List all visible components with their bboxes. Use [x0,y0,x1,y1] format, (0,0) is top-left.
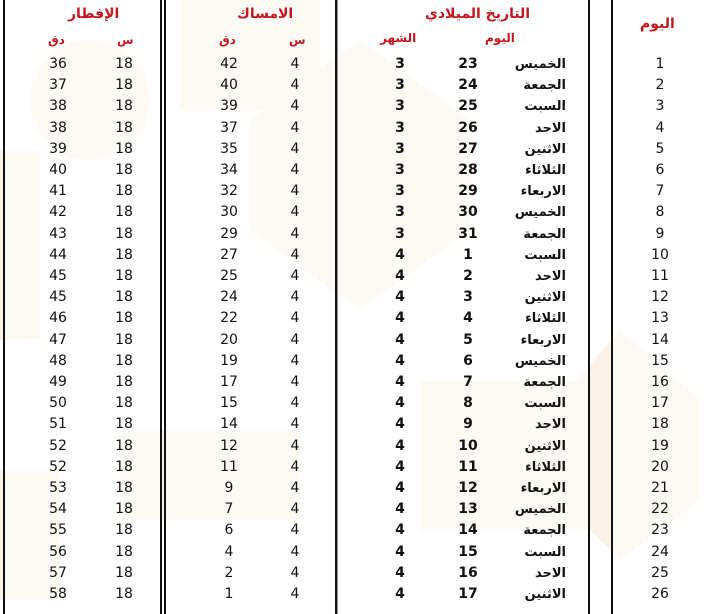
imsak-minute-cell: 20 [220,331,238,348]
day-index-cell: 23 [651,522,669,539]
iftar-hour-cell: 18 [115,522,133,539]
imsak-hour-cell: 4 [290,480,300,496]
iftar-header: الإفطار [68,6,120,22]
weekday-cell: الخميس [514,502,566,518]
iftar-hour-cell: 18 [115,437,133,454]
imsak-minute-cell: 15 [220,395,238,412]
iftar-hour-cell: 18 [115,225,133,242]
imsak-minute-subheader: دق [219,33,236,47]
imsak-minute-cell: 29 [220,225,238,242]
iftar-minute-cell: 48 [49,352,67,369]
iftar-hour-cell: 18 [115,331,133,348]
weekday-cell: الثلاثاء [525,459,566,475]
iftar-column [3,0,162,614]
imsak-minute-cell: 1 [224,586,234,602]
imsak-minute-cell: 42 [220,56,238,72]
iftar-hour-cell: 18 [115,140,133,157]
weekday-cell: السبت [524,247,566,263]
weekday-cell: الجمعة [523,78,566,94]
iftar-hour-cell: 18 [115,162,133,178]
iftar-minute-cell: 39 [49,140,67,157]
day-index-cell: 16 [651,374,669,390]
iftar-hour-cell: 18 [115,289,133,306]
iftar-hour-cell: 18 [115,543,133,560]
imsak-minute-cell: 12 [220,437,238,454]
weekday-cell: الاثنين [524,141,566,157]
day-index-cell: 17 [651,395,669,412]
day-index-cell: 21 [651,480,669,496]
iftar-minute-cell: 46 [49,310,67,327]
iftar-minute-cell: 43 [49,225,67,242]
iftar-hour-cell: 18 [115,56,133,72]
imsak-hour-cell: 4 [290,564,300,581]
weekday-cell: الاحد [534,120,566,136]
weekday-cell: الخميس [514,205,566,221]
imsak-hour-cell: 4 [290,416,300,433]
imsak-minute-cell: 9 [224,480,234,496]
month-cell: 4 [395,352,405,369]
iftar-minute-cell: 54 [49,501,67,518]
day-cell: 1 [463,246,473,263]
iftar-hour-cell: 18 [115,480,133,496]
weekday-cell: الاحد [534,269,566,284]
day-cell: 23 [458,56,478,72]
day-index-header: اليوم [640,16,675,32]
weekday-cell: الاربعاء [520,332,566,348]
day-cell: 15 [458,543,478,560]
month-cell: 4 [395,458,405,475]
day-cell: 3 [463,289,473,306]
iftar-minute-cell: 57 [49,564,67,581]
imsak-hour-cell: 4 [290,501,300,518]
day-index-cell: 15 [651,352,669,369]
imsak-minute-cell: 14 [220,416,238,433]
day-cell: 29 [458,183,478,200]
day-index-cell: 24 [651,543,669,560]
day-cell: 16 [458,564,478,581]
iftar-minute-cell: 47 [49,331,67,348]
iftar-hour-cell: 18 [115,77,133,94]
weekday-cell: الاثنين [524,438,566,454]
imsak-minute-cell: 11 [220,458,238,475]
day-index-cell: 13 [651,310,669,327]
month-cell: 3 [395,183,405,200]
date-header: التاريخ الميلادي [425,6,531,22]
iftar-minute-cell: 41 [49,183,67,200]
month-cell: 4 [395,289,405,306]
iftar-minute-cell: 51 [49,416,67,433]
imsak-hour-cell: 4 [290,289,300,306]
iftar-hour-subheader: س [117,33,134,47]
iftar-minute-cell: 52 [49,437,67,454]
day-cell: 17 [458,586,478,602]
imsak-hour-cell: 4 [290,586,300,602]
iftar-minute-cell: 52 [49,458,67,475]
iftar-hour-cell: 18 [115,310,133,327]
day-cell: 28 [458,162,478,178]
day-index-cell: 20 [651,458,669,475]
month-cell: 4 [395,543,405,560]
day-index-cell: 25 [651,564,669,581]
imsak-hour-cell: 4 [290,119,300,136]
day-index-cell: 9 [655,225,665,242]
imsak-minute-cell: 17 [220,374,238,390]
month-cell: 4 [395,395,405,412]
imsak-minute-cell: 34 [220,162,238,178]
month-cell: 4 [395,246,405,263]
imsak-minute-cell: 2 [224,564,234,581]
day-cell: 25 [458,98,478,115]
imsak-hour-cell: 4 [290,204,300,221]
iftar-minute-cell: 50 [49,395,67,412]
iftar-minute-cell: 42 [49,204,67,221]
iftar-hour-cell: 18 [115,416,133,433]
day-index-cell: 4 [655,119,665,136]
weekday-cell: الجمعة [523,523,566,539]
day-cell: 30 [458,204,478,221]
month-cell: 4 [395,437,405,454]
weekday-cell: الاحد [534,417,566,433]
day-cell: 12 [458,480,478,496]
month-cell: 4 [395,374,405,390]
month-cell: 4 [395,501,405,518]
iftar-minute-cell: 53 [49,480,67,496]
iftar-hour-cell: 18 [115,586,133,602]
weekday-cell: الخميس [514,353,566,369]
imsak-minute-cell: 4 [224,543,234,560]
weekday-cell: السبت [524,99,566,115]
weekday-cell: الجمعة [523,375,566,390]
month-cell: 4 [395,586,405,602]
imsak-minute-cell: 32 [220,183,238,200]
iftar-hour-cell: 18 [115,246,133,263]
day-cell: 26 [458,119,478,136]
day-index-cell: 19 [651,437,669,454]
day-cell: 9 [463,416,473,433]
imsak-hour-cell: 4 [290,268,300,284]
iftar-minute-cell: 38 [49,98,67,115]
weekday-cell: الثلاثاء [525,163,566,178]
day-cell: 27 [458,140,478,157]
day-index-cell: 8 [655,204,665,221]
iftar-hour-cell: 18 [115,119,133,136]
month-cell: 4 [395,522,405,539]
day-cell: 13 [458,501,478,518]
iftar-hour-cell: 18 [115,204,133,221]
iftar-hour-cell: 18 [115,268,133,284]
iftar-minute-cell: 58 [49,586,67,602]
iftar-minute-cell: 37 [49,77,67,94]
imsak-hour-cell: 4 [290,162,300,178]
month-cell: 4 [395,416,405,433]
month-cell: 3 [395,77,405,94]
month-cell: 4 [395,331,405,348]
day-cell: 10 [458,437,478,454]
day-cell: 11 [458,458,478,475]
day-index-cell: 6 [655,162,665,178]
imsak-hour-cell: 4 [290,56,300,72]
weekday-cell: الاربعاء [520,481,566,496]
iftar-hour-cell: 18 [115,564,133,581]
weekday-cell: الاحد [534,565,566,581]
day-index-cell: 5 [655,140,665,157]
day-index-cell: 12 [651,289,669,306]
day-index-cell: 10 [651,246,669,263]
day-index-cell: 11 [651,268,669,284]
month-cell: 4 [395,310,405,327]
iftar-minute-subheader: دق [48,33,65,47]
weekday-cell: الاثنين [524,587,566,602]
imsak-hour-cell: 4 [290,522,300,539]
month-cell: 3 [395,162,405,178]
imsak-column [164,0,338,614]
month-cell: 3 [395,204,405,221]
day-index-cell: 14 [651,331,669,348]
imsak-hour-cell: 4 [290,77,300,94]
imsak-hour-cell: 4 [290,331,300,348]
month-cell: 4 [395,480,405,496]
iftar-hour-cell: 18 [115,501,133,518]
iftar-minute-cell: 40 [49,162,67,178]
imsak-minute-cell: 6 [224,522,234,539]
iftar-minute-cell: 56 [49,543,67,560]
imsak-minute-cell: 39 [220,98,238,115]
imsak-hour-cell: 4 [290,183,300,200]
iftar-minute-cell: 49 [49,374,67,390]
weekday-cell: السبت [524,396,566,412]
day-cell: 7 [463,374,473,390]
day-index-cell: 26 [651,586,669,602]
imsak-minute-cell: 7 [224,501,234,518]
day-cell: 14 [458,522,478,539]
month-cell: 3 [395,98,405,115]
day-cell: 8 [463,395,473,412]
imsak-hour-cell: 4 [290,140,300,157]
month-cell: 3 [395,119,405,136]
weekday-cell: الثلاثاء [525,311,566,327]
month-subheader: الشهر [380,31,417,45]
iftar-hour-cell: 18 [115,395,133,412]
iftar-minute-cell: 45 [49,289,67,306]
weekday-cell: الاثنين [524,290,566,306]
day-cell: 24 [458,77,478,94]
iftar-hour-cell: 18 [115,458,133,475]
imsak-hour-cell: 4 [290,246,300,263]
month-cell: 3 [395,140,405,157]
imsak-minute-cell: 30 [220,204,238,221]
weekday-cell: الجمعة [523,226,566,242]
imsak-minute-cell: 24 [220,289,238,306]
imsak-minute-cell: 25 [220,268,238,284]
imsak-minute-cell: 19 [220,352,238,369]
day-index-cell: 3 [655,98,665,115]
weekday-cell: الخميس [514,57,566,72]
month-cell: 3 [395,56,405,72]
imsak-hour-cell: 4 [290,458,300,475]
day-cell: 6 [463,352,473,369]
day-cell: 31 [458,225,478,242]
weekday-cell: الاربعاء [520,184,566,200]
iftar-hour-cell: 18 [115,374,133,390]
imsak-minute-cell: 27 [220,246,238,263]
iftar-hour-cell: 18 [115,183,133,200]
imsak-minute-cell: 22 [220,310,238,327]
day-cell: 2 [463,268,473,284]
iftar-minute-cell: 45 [49,268,67,284]
imsak-minute-cell: 37 [220,119,238,136]
iftar-hour-cell: 18 [115,98,133,115]
day-index-cell: 22 [651,501,669,518]
imsak-minute-cell: 35 [220,140,238,157]
imsak-header: الامساك [237,6,294,22]
day-index-cell: 1 [655,56,665,72]
month-cell: 4 [395,564,405,581]
imsak-hour-cell: 4 [290,374,300,390]
imsak-hour-cell: 4 [290,437,300,454]
day-index-cell: 18 [651,416,669,433]
iftar-minute-cell: 44 [49,246,67,263]
imsak-minute-cell: 40 [220,77,238,94]
imsak-hour-cell: 4 [290,543,300,560]
iftar-minute-cell: 36 [49,56,67,72]
iftar-hour-cell: 18 [115,352,133,369]
weekday-cell: السبت [524,544,566,560]
iftar-minute-cell: 55 [49,522,67,539]
day-index-cell: 2 [655,77,665,94]
month-cell: 3 [395,225,405,242]
imsak-hour-cell: 4 [290,225,300,242]
day-index-cell: 7 [655,183,665,200]
iftar-minute-cell: 38 [49,119,67,136]
day-cell: 5 [463,331,473,348]
imsak-hour-cell: 4 [290,310,300,327]
imsak-hour-cell: 4 [290,395,300,412]
day-cell: 4 [463,310,473,327]
imsak-hour-subheader: س [289,33,306,47]
month-cell: 4 [395,268,405,284]
imsak-hour-cell: 4 [290,98,300,115]
day-subheader: اليوم [485,31,515,45]
imsak-hour-cell: 4 [290,352,300,369]
